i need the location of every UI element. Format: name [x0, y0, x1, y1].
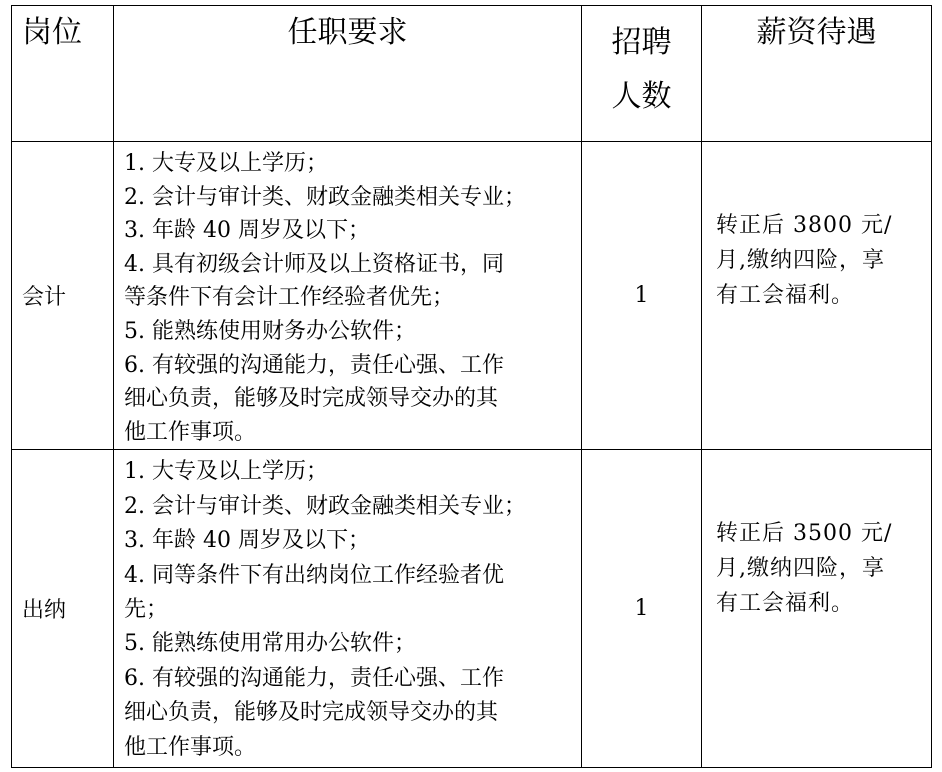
requirement-line: 5. 能熟练使用财务办公软件；	[124, 318, 416, 344]
salary-cell	[702, 450, 932, 768]
requirement-line: 他工作事项。	[124, 734, 257, 760]
table-row	[12, 142, 932, 450]
header-headcount-line2: 人数	[611, 79, 672, 114]
recruitment-table	[11, 5, 932, 768]
requirement-line: 6. 有较强的沟通能力，责任心强、工作	[124, 665, 504, 691]
requirement-line: 先；	[124, 596, 169, 622]
header-headcount-line1: 招聘	[611, 25, 672, 60]
requirement-line: 4. 具有初级会计师及以上资格证书，同	[124, 251, 504, 277]
salary-line: 月,缴纳四险，享	[716, 248, 885, 273]
header-requirements: 任职要求	[114, 6, 582, 142]
position-cell: 会计	[12, 142, 114, 450]
headcount-cell: 1	[582, 142, 702, 450]
salary-line: 转正后 3500 元/	[716, 521, 893, 547]
requirements-cell	[114, 142, 582, 450]
requirement-line: 他工作事项。	[124, 419, 257, 445]
headcount-cell: 1	[582, 450, 702, 768]
header-position: 岗位	[12, 6, 114, 142]
salary-line: 有工会福利。	[716, 283, 855, 308]
salary-line: 转正后 3800 元/	[716, 213, 893, 238]
requirement-line: 2. 会计与审计类、财政金融类相关专业；	[124, 493, 526, 519]
salary-cell	[702, 142, 932, 450]
requirement-line: 5. 能熟练使用常用办公软件；	[124, 631, 416, 657]
header-headcount	[582, 6, 702, 142]
salary-line: 月,缴纳四险，享	[716, 556, 885, 582]
requirement-line: 4. 同等条件下有出纳岗位工作经验者优	[124, 562, 504, 588]
salary-line: 有工会福利。	[716, 591, 855, 617]
requirement-line: 3. 年龄 40 周岁及以下；	[124, 528, 370, 554]
requirement-line: 细心负责，能够及时完成领导交办的其	[124, 386, 499, 412]
header-salary: 薪资待遇	[702, 6, 932, 142]
requirement-line: 6. 有较强的沟通能力，责任心强、工作	[124, 352, 504, 378]
requirement-line: 等条件下有会计工作经验者优先；	[124, 285, 455, 311]
requirement-line: 细心负责，能够及时完成领导交办的其	[124, 700, 499, 726]
requirement-line: 1. 大专及以上学历；	[124, 459, 328, 485]
position-cell: 出纳	[12, 450, 114, 768]
requirements-cell	[114, 450, 582, 768]
requirement-line: 2. 会计与审计类、财政金融类相关专业；	[124, 184, 526, 210]
table-row	[12, 450, 932, 768]
requirement-line: 1. 大专及以上学历；	[124, 151, 328, 176]
header-row	[12, 6, 932, 142]
requirement-line: 3. 年龄 40 周岁及以下；	[124, 218, 370, 244]
